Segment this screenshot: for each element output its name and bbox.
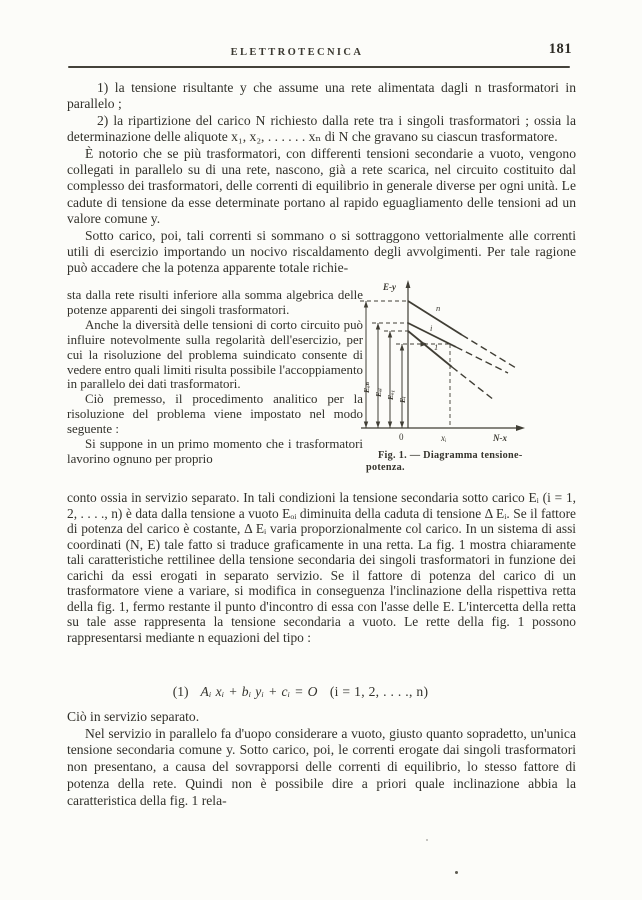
upper-text-block xyxy=(67,80,576,277)
paragraph-sotto-carico-part2: sta dalla rete risulti inferiore alla somma algebrica delle potenze apparenti dei singoli trasformatori. xyxy=(67,288,363,317)
measure-arrow-ei xyxy=(400,344,404,428)
arrow-label-ei: Eᵢ xyxy=(398,396,408,403)
x-point-label: xᵢ xyxy=(441,433,447,443)
equation-1 xyxy=(46,684,555,700)
journal-title: ELETTROTECNICA xyxy=(230,47,364,58)
line-label-i: i xyxy=(430,323,433,333)
paragraph-sotto-carico-part1: Sotto carico, poi, tali correnti si sommano o si sottraggono vettorialmente alle correnti utili di esercizio importando un nocivo riscaldamento degli avvolgimenti. Per tale ragione può accadere che la potenza apparente totale richie- xyxy=(67,227,576,276)
equation-condition: (i = 1, 2, . . . ., n) xyxy=(329,684,429,699)
characteristic-line-1-solid xyxy=(408,331,452,367)
voltage-power-diagram xyxy=(356,277,580,449)
paragraph-cio-servizio: Ciò in servizio separato. xyxy=(67,709,200,724)
line-label-n: n xyxy=(436,303,441,313)
equation-formula: Aᵢ xᵢ + bᵢ yᵢ + cᵢ = O xyxy=(200,684,318,699)
equation-number: (1) xyxy=(172,684,189,699)
paragraph-cio-premesso: Ciò premesso, il procedimento analitico per la risoluzione del problema viene impostato nel modo seguente : xyxy=(67,392,363,437)
list-item-1: 1) la tensione risultante y che assume una rete alimentata dagli n trasformatori in parallelo ; xyxy=(67,80,576,112)
scan-speck xyxy=(455,871,458,874)
characteristic-line-n-solid xyxy=(408,301,462,335)
paragraph-si-suppone-part2: conto ossia in servizio separato. In tali condizioni la tensione secondaria sotto carico Eᵢ (i = 1, 2, . . . ., n) è data dalla tensione a vuoto Eₒᵢ diminuita della caduta di tensione Δ Eᵢ. Se il fattore di potenza del carico è costante, Δ Eᵢ varia proporzionalmente col carico. In un sistema di assi coordinati (N, E) tale fatto si traduce graficamente in una retta. La fig. 1 mostra chiaramente tali caratteristiche rettilinee della tensione secondaria dei singoli trasformatori in funzione dei carichi da essi erogati in separato servizio. Se il fattore di potenza del carico di un trasformatore viene a variare, si modifica in conseguenza l'inclinazione della rispettiva retta della fig. 1, fermo restante il punto d'incontro di essa con l'asse delle E. L'intercetta della retta su tale asse rappresenta la tensione secondaria a vuoto. Le rette della fig. 1 possono rappresentarsi mediante n equazioni del tipo : xyxy=(67,490,576,645)
line-label-1: 1 xyxy=(434,342,439,352)
y-axis-arrowhead xyxy=(406,280,411,288)
bottom-text-block xyxy=(67,709,576,809)
measure-arrow-eon xyxy=(364,301,368,428)
arrow-label-eo1: Eₒ₁ xyxy=(386,389,396,400)
narrow-column-block xyxy=(67,288,363,467)
x-axis-label: N-x xyxy=(493,433,507,443)
page-number: 181 xyxy=(548,41,572,57)
origin-label: 0 xyxy=(399,432,404,442)
figure-caption-line2: potenza. xyxy=(366,462,405,473)
scan-speck xyxy=(426,839,428,841)
characteristic-line-1-dashed xyxy=(452,367,494,400)
figure-caption-line1: Fig. 1. — Diagramma tensione- xyxy=(378,450,523,461)
arrow-label-eoi: Eₒᵢ xyxy=(374,388,384,397)
paragraph-notorio: È notorio che se più trasformatori, con differenti tensioni secondarie a vuoto, vengono collegati in parallelo su di una rete, nascono, già a rete scarica, nel circuito costituito dal complesso dei trasformatori, delle correnti di equilibrio in generale diverse per ogni unità. Le cadute di tensione da esse determinate portano al rapido eguagliamento delle tensioni ad un valore comune y. xyxy=(67,145,576,227)
paragraph-si-suppone-part1: Si suppone in un primo momento che i trasformatori lavorino ognuno per proprio xyxy=(67,437,363,466)
measure-arrow-eo1 xyxy=(388,331,392,428)
header-rule xyxy=(68,66,570,68)
lower-text-block xyxy=(67,490,576,645)
y-axis-label: E-y xyxy=(383,282,396,292)
paragraph-nel-servizio: Nel servizio in parallelo fa d'uopo considerare a vuoto, giusto quanto sopradetto, un'unica tensione secondaria comune y. Sotto carico, poi, le correnti erogate dai singoli trasformatori non presentano, a causa del sovrapporsi delle correnti di equilibrio, lo stesso fattore di potenza della rete. Quindi non è possibile dire a priori quale inclinazione abbia la caratteristica della fig. 1 rela- xyxy=(67,725,576,808)
list-item-2: 2) la ripartizione del carico N richiesto dalla rete tra i singoli trasformatori ; ossia la determinazione delle aliquote x₁, x₂, . . . . . . xₙ di N che gravano su ciascun trasformatore. xyxy=(67,112,576,145)
figure-1-diagram xyxy=(356,277,580,449)
paragraph-anche: Anche la diversità delle tensioni di corto circuito può influire notevolmente sulla regolarità dell'esercizio, per cui la risoluzione del problema suindicato consente di vedere entro quali limiti risulta possibile l'accoppiamento in parallelo dei dati trasformatori. xyxy=(67,317,363,392)
measure-arrow-eoi xyxy=(376,323,380,428)
x-axis-arrowhead xyxy=(516,425,525,431)
arrow-label-eon: Eₒₙ xyxy=(362,381,372,393)
characteristic-line-i-dashed xyxy=(456,347,508,373)
